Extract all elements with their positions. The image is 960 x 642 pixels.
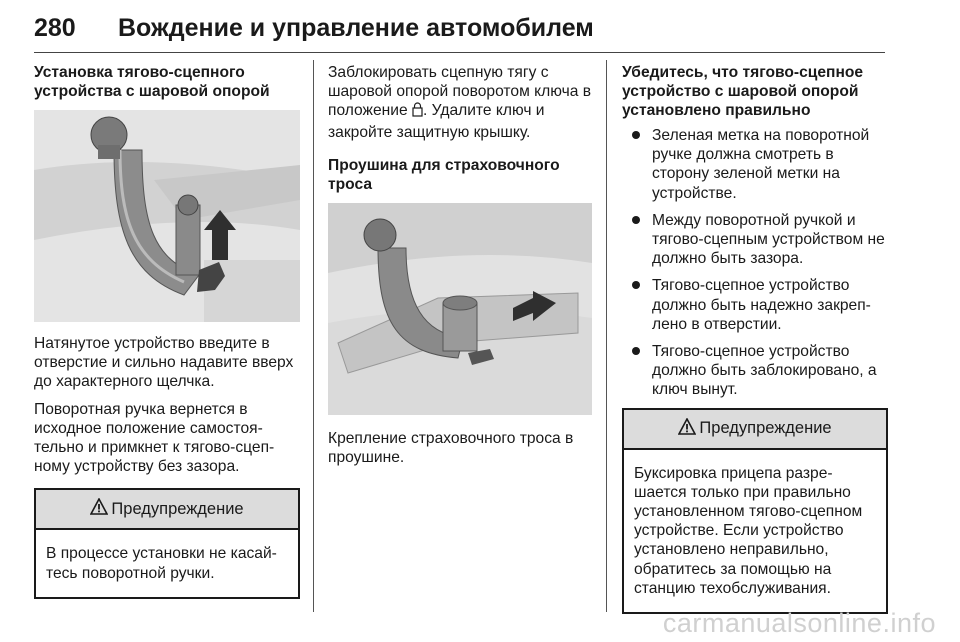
warning-triangle-icon (90, 498, 108, 520)
figure-caption: Крепление страховочного троса в проушине. (328, 429, 574, 467)
column-divider (606, 60, 607, 612)
warning-triangle-icon (678, 418, 696, 440)
column-3 (622, 63, 888, 614)
paragraph: Натянутое устройство введите в отверстие и сильно надавите вверх до характерного щелчка. (34, 335, 294, 391)
section-heading: Проушина для страховочного троса (328, 156, 560, 193)
paragraph: Поворотная ручка вернется в исходное положение самостоя-тельно и примкнет к тягово-сцеп-ному устройству без зазора. (34, 400, 275, 476)
list-item-text: Между поворотной ручкой и тягово-сцепным устройством не должно быть зазора. (652, 211, 885, 268)
column-1 (34, 63, 300, 599)
tow-bar-insertion-figure (34, 110, 300, 322)
list-item (622, 342, 888, 400)
page-header (34, 10, 885, 53)
bullet-icon (632, 281, 640, 289)
paragraph-text: Заблокировать сцепную тягу с шаровой опорой поворотом ключа в положение (328, 64, 591, 120)
lock-closed-icon (412, 102, 423, 122)
paragraph (328, 63, 592, 142)
warning-title: Предупреждение (699, 419, 832, 438)
checklist (622, 126, 888, 400)
warning-box (34, 488, 300, 598)
list-item (622, 211, 888, 269)
page-title: Вождение и управление автомобилем (118, 14, 594, 42)
list-item-text: Зеленая метка на поворотной ручке должна смотреть в сторону зеленой метки на устройстве. (652, 127, 870, 202)
list-item-text: Тягово-сцепное устройство должно быть заблокировано, а ключ вынут. (652, 343, 877, 399)
section-heading: Установка тягово-сцепного устройства с шаровой опорой (34, 64, 270, 100)
column-2 (328, 63, 592, 475)
list-item (622, 276, 888, 334)
bullet-icon (632, 216, 640, 224)
list-item (622, 126, 888, 203)
list-item-text: Тягово-сцепное устройство должно быть надежно закреп-лено в отверстии. (652, 277, 871, 333)
warning-text: Буксировка прицепа разре-шается только при правильно установленном тягово-сцепном устройстве. Если устройство установлено неправильно, обратитесь за помощью на станцию техобслуживания. (634, 464, 863, 597)
warning-title: Предупреждение (111, 499, 244, 518)
bullet-icon (632, 131, 640, 139)
column-divider (313, 60, 314, 612)
section-heading: Убедитесь, что тягово-сцепное устройство с шаровой опорой установлено правильно (622, 64, 864, 119)
page-number: 280 (34, 14, 76, 42)
warning-header (36, 490, 298, 530)
warning-text: В процессе установки не касай-тесь поворотной ручки. (46, 545, 277, 582)
warning-box (622, 408, 888, 614)
bullet-icon (632, 347, 640, 355)
warning-header (624, 410, 886, 450)
safety-cable-eyelet-figure (328, 203, 592, 415)
paragraph-text: . Удалите ключ и закройте защитную крышку. (328, 102, 545, 141)
watermark: carmanualsonline.info (662, 608, 936, 638)
